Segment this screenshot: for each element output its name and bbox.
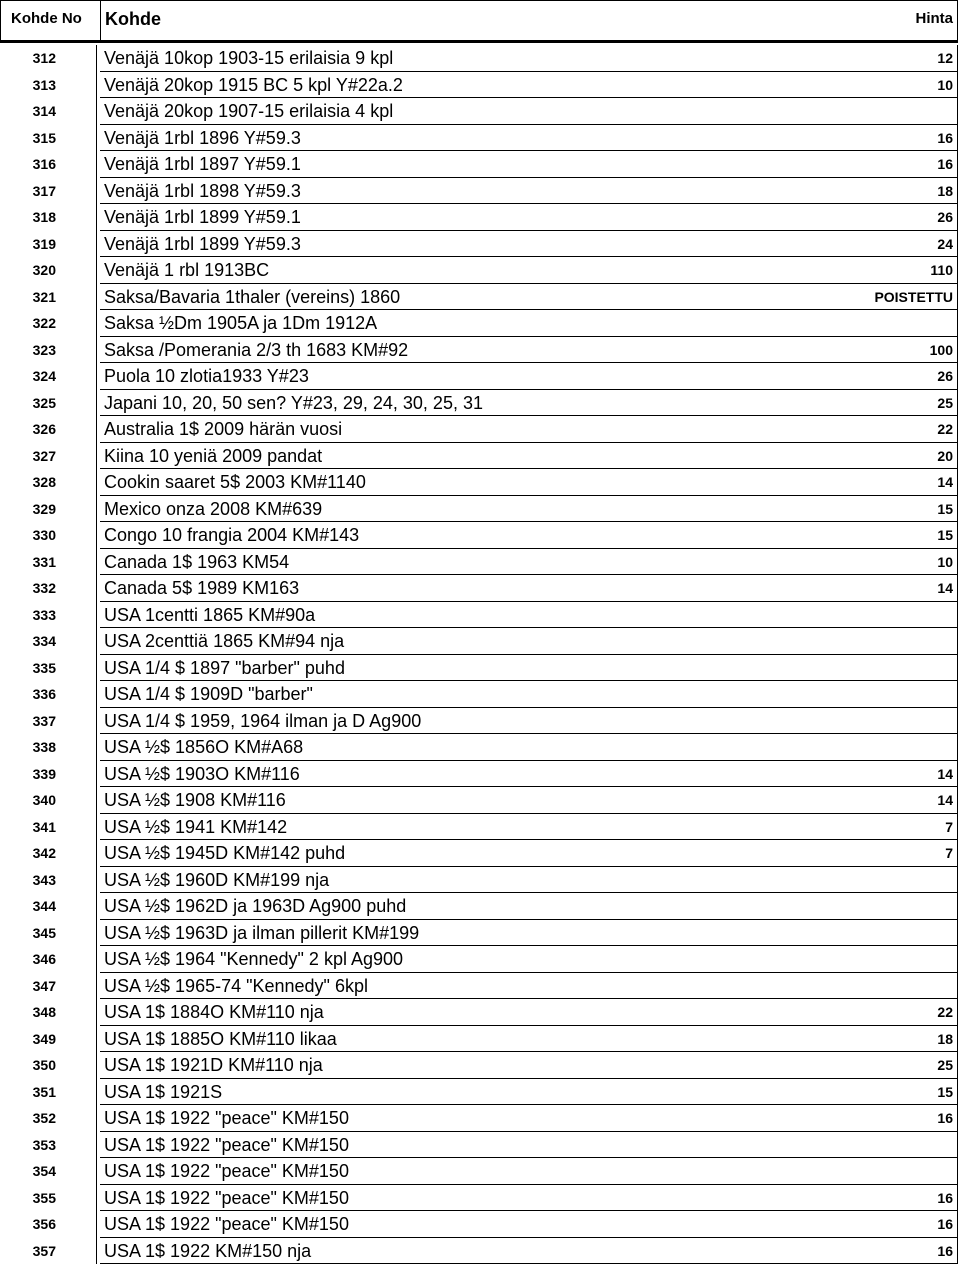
table-row (0, 1158, 958, 1185)
header-item-name: Kohde (105, 9, 161, 29)
item-price: 7 (758, 840, 958, 867)
item-name: USA 1$ 1922 "peace" KM#150 (104, 1108, 349, 1128)
item-name: Venäjä 1rbl 1899 Y#59.3 (104, 233, 301, 254)
item-number: 339 (0, 761, 97, 788)
item-number: 340 (0, 787, 97, 814)
item-name: USA ½$ 1856O KM#A68 (104, 737, 304, 757)
item-number: 348 (0, 999, 97, 1026)
item-price: 25 (758, 1052, 958, 1079)
table-row (0, 814, 958, 841)
item-name: Japani 10, 20, 50 sen? Y#23, 29, 24, 30, 25, 31 (104, 392, 483, 413)
item-price (758, 1132, 958, 1159)
item-name: Venäjä 1rbl 1897 Y#59.1 (104, 154, 301, 174)
item-price: 20 (758, 443, 958, 470)
table-row (0, 1052, 958, 1079)
item-number: 313 (0, 72, 97, 99)
header-divider (0, 40, 958, 43)
item-name: Venäjä 1rbl 1896 Y#59.3 (104, 127, 301, 148)
table-row (0, 840, 958, 867)
item-number: 324 (0, 363, 97, 390)
item-price: POISTETTU (758, 284, 958, 311)
table-row (0, 1026, 958, 1053)
item-price (758, 893, 958, 920)
item-price: 10 (758, 549, 958, 576)
item-number: 330 (0, 522, 97, 549)
item-number: 319 (0, 231, 97, 258)
item-number: 344 (0, 893, 97, 920)
item-name: Venäjä 10kop 1903-15 erilaisia 9 kpl (104, 48, 394, 68)
table-row (0, 549, 958, 576)
item-name: Saksa /Pomerania 2/3 th 1683 KM#92 (104, 339, 409, 360)
item-price (758, 920, 958, 947)
item-number: 349 (0, 1026, 97, 1053)
header-price: Hinta (838, 1, 958, 41)
table-row (0, 761, 958, 788)
item-price (758, 655, 958, 682)
table-row (0, 337, 958, 364)
item-number: 329 (0, 496, 97, 523)
item-name: USA ½$ 1965-74 "Kennedy" 6kpl (104, 975, 368, 996)
table-row (0, 45, 958, 72)
item-price: 110 (758, 257, 958, 284)
table-row (0, 1185, 958, 1212)
item-number: 343 (0, 867, 97, 894)
item-name: Canada 1$ 1963 KM54 (104, 551, 290, 572)
item-price (758, 946, 958, 973)
item-number: 338 (0, 734, 97, 761)
item-number: 315 (0, 125, 97, 152)
item-name: Congo 10 frangia 2004 KM#143 (104, 525, 360, 545)
item-name: USA 1$ 1922 "peace" KM#150 (104, 1134, 349, 1155)
item-number: 353 (0, 1132, 97, 1159)
item-number: 318 (0, 204, 97, 231)
item-name: Saksa/Bavaria 1thaler (vereins) 1860 (104, 286, 401, 307)
item-number: 335 (0, 655, 97, 682)
item-name: USA 1/4 $ 1897 "barber" puhd (104, 657, 345, 678)
item-number: 346 (0, 946, 97, 973)
item-price: 16 (758, 125, 958, 152)
item-price: 22 (758, 999, 958, 1026)
table-row (0, 920, 958, 947)
item-name: USA ½$ 1963D ja ilman pillerit KM#199 (104, 922, 420, 943)
table-row (0, 284, 958, 311)
table-row (0, 151, 958, 178)
table-row (0, 257, 958, 284)
item-price: 10 (758, 72, 958, 99)
item-price: 15 (758, 522, 958, 549)
table-row (0, 602, 958, 629)
item-price: 26 (758, 204, 958, 231)
item-number: 321 (0, 284, 97, 311)
item-number: 328 (0, 469, 97, 496)
table-row (0, 973, 958, 1000)
item-price: 14 (758, 575, 958, 602)
item-name: USA ½$ 1964 "Kennedy" 2 kpl Ag900 (104, 949, 404, 969)
table-row (0, 496, 958, 523)
item-number: 320 (0, 257, 97, 284)
item-price (758, 973, 958, 1000)
table-row (0, 999, 958, 1026)
item-price (758, 98, 958, 125)
table-row (0, 98, 958, 125)
table-row (0, 231, 958, 258)
item-price: 16 (758, 1185, 958, 1212)
item-name: Venäjä 20kop 1915 BC 5 kpl Y#22a.2 (104, 74, 403, 95)
table-row (0, 681, 958, 708)
item-price: 16 (758, 1238, 958, 1265)
item-number: 336 (0, 681, 97, 708)
table-row (0, 1238, 958, 1265)
item-number: 342 (0, 840, 97, 867)
table-row (0, 1132, 958, 1159)
item-name: Mexico onza 2008 KM#639 (104, 498, 323, 519)
item-name: Australia 1$ 2009 härän vuosi (104, 419, 343, 439)
item-price: 12 (758, 45, 958, 72)
header-item-number: Kohde No (1, 1, 101, 41)
table-row (0, 72, 958, 99)
item-number: 350 (0, 1052, 97, 1079)
item-name: USA ½$ 1941 KM#142 (104, 816, 288, 837)
item-number: 326 (0, 416, 97, 443)
item-number: 322 (0, 310, 97, 337)
item-number: 345 (0, 920, 97, 947)
item-price: 16 (758, 151, 958, 178)
item-name: Venäjä 1rbl 1898 Y#59.3 (104, 180, 301, 201)
item-price: 14 (758, 469, 958, 496)
item-name: Venäjä 1rbl 1899 Y#59.1 (104, 207, 301, 227)
item-name: Venäjä 1 rbl 1913BC (104, 260, 270, 280)
table-row (0, 390, 958, 417)
item-name: USA 1centti 1865 KM#90a (104, 604, 316, 625)
item-name: USA ½$ 1960D KM#199 nja (104, 869, 330, 890)
item-number: 341 (0, 814, 97, 841)
item-number: 314 (0, 98, 97, 125)
item-name: USA ½$ 1962D ja 1963D Ag900 puhd (104, 896, 407, 916)
item-name: Puola 10 zlotia1933 Y#23 (104, 366, 309, 386)
item-number: 347 (0, 973, 97, 1000)
table-row (0, 734, 958, 761)
item-number: 337 (0, 708, 97, 735)
item-name: USA 1$ 1922 "peace" KM#150 (104, 1214, 349, 1234)
item-price: 100 (758, 337, 958, 364)
item-number: 325 (0, 390, 97, 417)
item-number: 312 (0, 45, 97, 72)
table-row (0, 1105, 958, 1132)
item-price: 18 (758, 1026, 958, 1053)
item-name: USA ½$ 1908 KM#116 (104, 790, 286, 810)
item-price: 14 (758, 787, 958, 814)
table-row (0, 575, 958, 602)
item-price: 15 (758, 1079, 958, 1106)
table-row (0, 787, 958, 814)
table-row (0, 310, 958, 337)
item-number: 317 (0, 178, 97, 205)
row-divider (100, 1263, 958, 1264)
item-name: USA 1/4 $ 1909D "barber" (104, 684, 313, 704)
table-row (0, 416, 958, 443)
item-price: 22 (758, 416, 958, 443)
item-name: Venäjä 20kop 1907-15 erilaisia 4 kpl (104, 101, 394, 121)
item-number: 355 (0, 1185, 97, 1212)
table-header (0, 0, 958, 40)
table-row (0, 867, 958, 894)
item-price (758, 681, 958, 708)
item-price: 26 (758, 363, 958, 390)
item-number: 316 (0, 151, 97, 178)
item-price (758, 867, 958, 894)
item-number: 354 (0, 1158, 97, 1185)
item-number: 356 (0, 1211, 97, 1238)
item-price: 16 (758, 1105, 958, 1132)
item-name: USA 1$ 1922 "peace" KM#150 (104, 1161, 349, 1181)
table-row (0, 204, 958, 231)
item-price: 24 (758, 231, 958, 258)
table-row (0, 1079, 958, 1106)
item-price: 16 (758, 1211, 958, 1238)
item-name: USA 1$ 1885O KM#110 likaa (104, 1028, 337, 1049)
table-row (0, 893, 958, 920)
item-name: Canada 5$ 1989 KM163 (104, 578, 300, 598)
item-name: Kiina 10 yeniä 2009 pandat (104, 445, 323, 466)
item-name: USA 1/4 $ 1959, 1964 ilman ja D Ag900 (104, 710, 422, 731)
item-name: Cookin saaret 5$ 2003 KM#1140 (104, 472, 366, 492)
item-number: 357 (0, 1238, 97, 1265)
table-row (0, 522, 958, 549)
item-number: 352 (0, 1105, 97, 1132)
table-row (0, 363, 958, 390)
item-name: USA 1$ 1884O KM#110 nja (104, 1002, 324, 1022)
item-price (758, 708, 958, 735)
item-number: 334 (0, 628, 97, 655)
table-row (0, 628, 958, 655)
item-price (758, 310, 958, 337)
item-name: USA 1$ 1921D KM#110 nja (104, 1055, 323, 1075)
item-name: USA 1$ 1922 KM#150 nja (104, 1240, 312, 1261)
item-number: 331 (0, 549, 97, 576)
item-price: 18 (758, 178, 958, 205)
table-body (0, 45, 958, 1264)
table-row (0, 1211, 958, 1238)
table-row (0, 469, 958, 496)
item-price (758, 628, 958, 655)
table-row (0, 125, 958, 152)
item-price: 14 (758, 761, 958, 788)
table-row (0, 655, 958, 682)
item-number: 333 (0, 602, 97, 629)
table-row (0, 443, 958, 470)
item-number: 351 (0, 1079, 97, 1106)
item-number: 332 (0, 575, 97, 602)
item-price: 15 (758, 496, 958, 523)
table-row (0, 708, 958, 735)
table-row (0, 946, 958, 973)
item-number: 323 (0, 337, 97, 364)
item-price (758, 602, 958, 629)
item-number: 327 (0, 443, 97, 470)
item-name: USA ½$ 1903O KM#116 (104, 763, 300, 784)
item-name: USA 1$ 1921S (104, 1081, 223, 1102)
item-name: USA ½$ 1945D KM#142 puhd (104, 843, 346, 863)
table-row (0, 178, 958, 205)
item-name: USA 2centtiä 1865 KM#94 nja (104, 631, 345, 651)
item-name: USA 1$ 1922 "peace" KM#150 (104, 1187, 349, 1208)
item-price: 25 (758, 390, 958, 417)
item-name: Saksa ½Dm 1905A ja 1Dm 1912A (104, 313, 378, 333)
item-price (758, 1158, 958, 1185)
item-price (758, 734, 958, 761)
item-price: 7 (758, 814, 958, 841)
